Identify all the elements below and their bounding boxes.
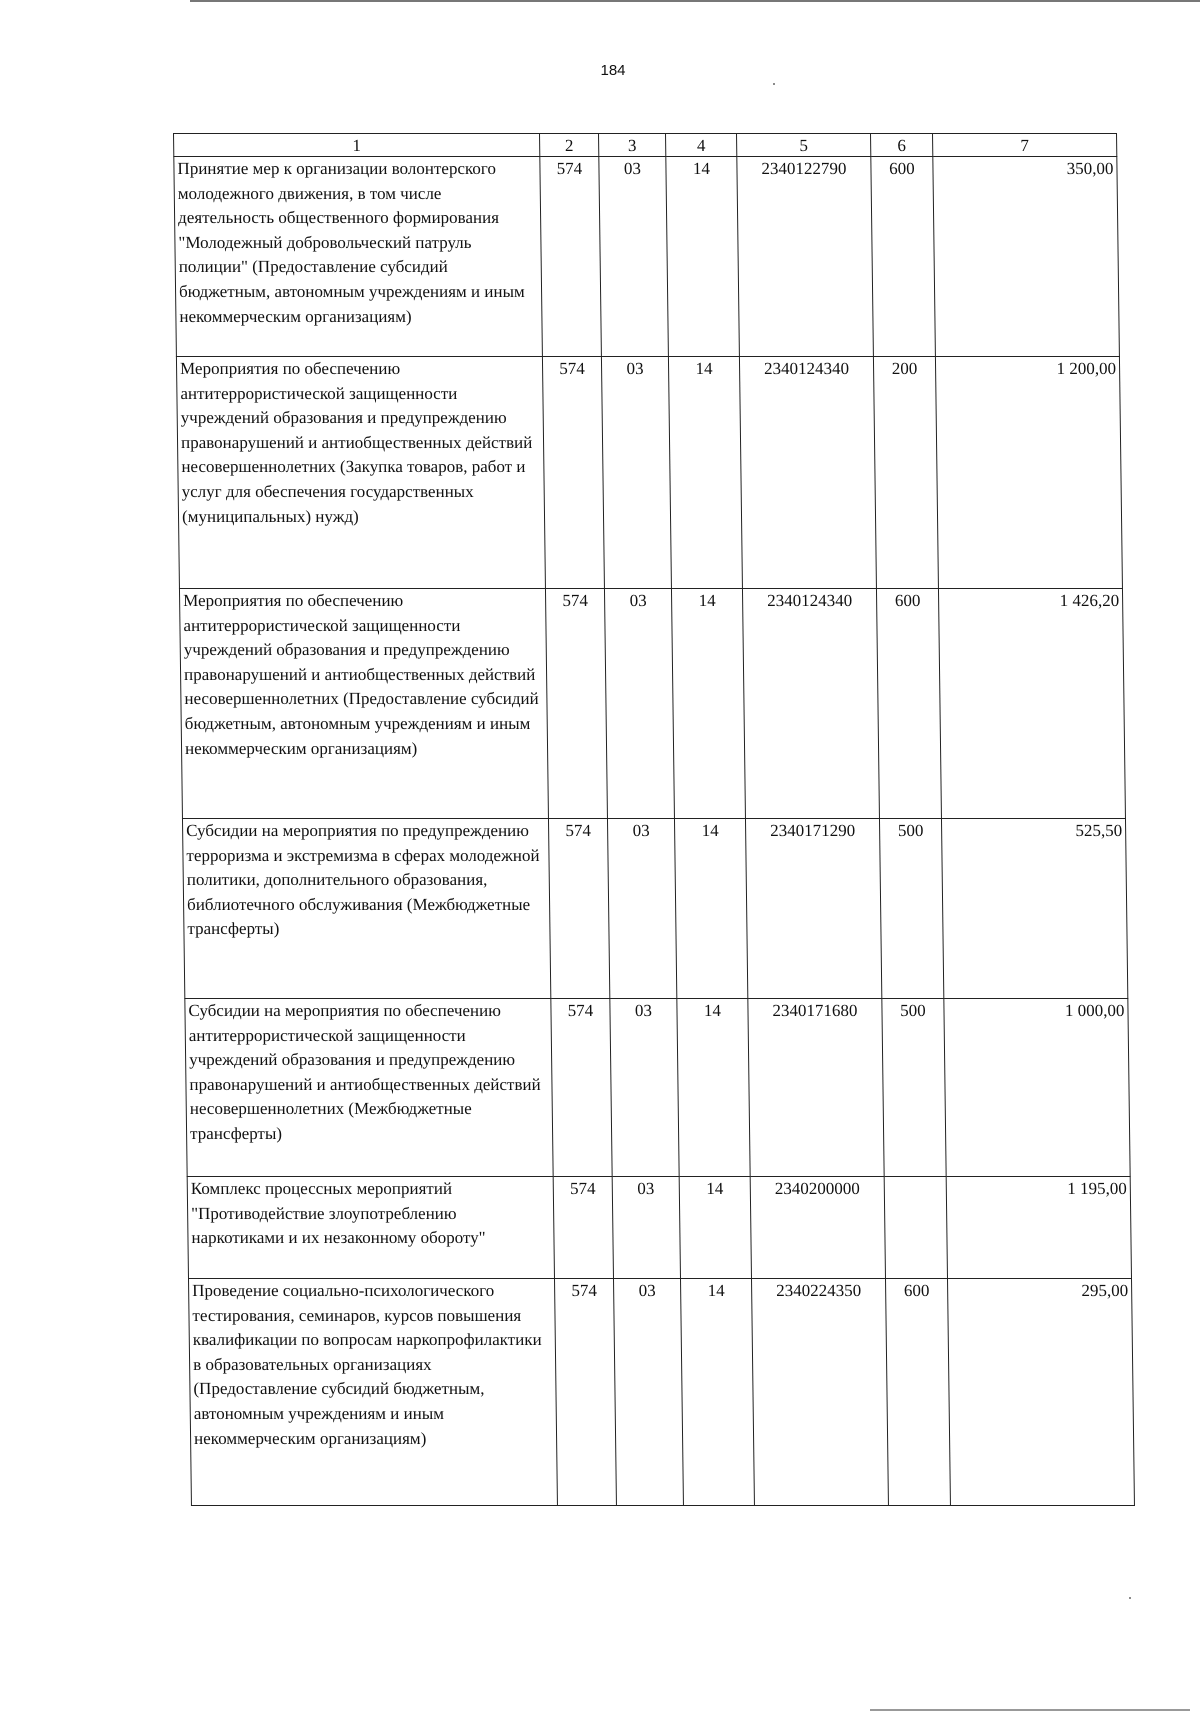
row-name-cell: Субсидии на мероприятия по предупреждению терроризма и экстремизма в сферах молодежной политики, дополнительного образования, библиотечного обслуживания (Межбюджетные трансферты) bbox=[182, 819, 550, 999]
row-amount-cell: 350,00 bbox=[933, 157, 1120, 357]
scan-speck bbox=[773, 83, 775, 85]
row-cell-2: 574 bbox=[540, 157, 602, 357]
row-cell-5: 2340124340 bbox=[739, 357, 876, 589]
row-cell-5: 2340200000 bbox=[750, 1177, 885, 1279]
row-cell-2: 574 bbox=[548, 819, 609, 999]
row-cell-6: 500 bbox=[882, 999, 946, 1177]
row-name-cell: Принятие мер к организации волонтерского молодежного движения, в том числе деятельность общественного формирования "Молодежный добровольческий патруль полиции" (Предоставление субсидий бюджетным, автономным учреждениям и иным некоммерческим организациям) bbox=[174, 157, 543, 357]
header-cell-1: 1 bbox=[174, 134, 540, 157]
row-cell-2: 574 bbox=[554, 1279, 616, 1506]
row-amount-cell: 1 426,20 bbox=[938, 589, 1125, 819]
row-cell-4: 14 bbox=[677, 999, 750, 1177]
header-cell-4: 4 bbox=[666, 134, 737, 157]
header-cell-5: 5 bbox=[737, 134, 871, 157]
row-name-cell: Мероприятия по обеспечению антитеррористической защищенности учреждений образования и предупреждению правонарушений и антиобщественных действий несовершеннолетних (Предоставление субсидий бюджетным, автономным учреждениям и иным некоммерческим организациям) bbox=[179, 589, 548, 819]
row-cell-6: 500 bbox=[879, 819, 943, 999]
row-cell-4: 14 bbox=[680, 1279, 754, 1506]
row-cell-6: 600 bbox=[871, 157, 936, 357]
row-cell-2: 574 bbox=[551, 999, 612, 1177]
row-amount-cell: 525,50 bbox=[941, 819, 1127, 999]
row-cell-3: 03 bbox=[612, 1177, 680, 1279]
row-cell-3: 03 bbox=[604, 589, 674, 819]
table-row bbox=[187, 1177, 1131, 1279]
top-edge-line bbox=[190, 0, 1200, 2]
row-cell-6: 600 bbox=[885, 1279, 950, 1506]
table-row bbox=[176, 357, 1122, 589]
row-name-cell: Субсидии на мероприятия по обеспечению антитеррористической защищенности учреждений образования и предупреждению правонарушений и антиобщественных действий несовершеннолетних (Межбюджетные трансферты) bbox=[185, 999, 553, 1177]
row-amount-cell: 1 200,00 bbox=[935, 357, 1122, 589]
scan-speck bbox=[1129, 1597, 1131, 1599]
table-row bbox=[179, 589, 1125, 819]
row-cell-3: 03 bbox=[599, 157, 669, 357]
table-row bbox=[174, 157, 1120, 357]
header-row bbox=[174, 134, 1117, 157]
row-name-cell: Мероприятия по обеспечению антитеррористической защищенности учреждений образования и предупреждению правонарушений и антиобщественных действий несовершеннолетних (Закупка товаров, работ и услуг для обеспечения государственных (муниципальных) нужд) bbox=[176, 357, 545, 589]
row-cell-3: 03 bbox=[613, 1279, 683, 1506]
row-cell-5: 2340171680 bbox=[748, 999, 884, 1177]
bottom-edge-line bbox=[870, 1709, 1190, 1711]
row-cell-4: 14 bbox=[668, 357, 742, 589]
row-cell-4: 14 bbox=[679, 1177, 751, 1279]
row-amount-cell: 1 000,00 bbox=[944, 999, 1130, 1177]
row-cell-3: 03 bbox=[610, 999, 679, 1177]
row-name-cell: Проведение социально-психологического тестирования, семинаров, курсов повышения квалификации по вопросам наркопрофилактики в образовательных организациях (Предоставление субсидий бюджетным, автономным учреждениям и иным некоммерческим организациям) bbox=[188, 1279, 557, 1506]
row-cell-5: 2340224350 bbox=[751, 1279, 888, 1506]
row-cell-5: 2340122790 bbox=[737, 157, 874, 357]
budget-table bbox=[173, 133, 1135, 1506]
row-cell-6: 600 bbox=[876, 589, 941, 819]
row-cell-3: 03 bbox=[607, 819, 676, 999]
row-cell-2: 574 bbox=[553, 1177, 613, 1279]
header-cell-3: 3 bbox=[599, 134, 666, 157]
row-cell-2: 574 bbox=[542, 357, 604, 589]
row-cell-5: 2340171290 bbox=[745, 819, 881, 999]
row-cell-3: 03 bbox=[601, 357, 671, 589]
page-number: 184 bbox=[600, 62, 626, 79]
row-cell-4: 14 bbox=[671, 589, 745, 819]
table-row bbox=[188, 1279, 1134, 1506]
table-row bbox=[182, 819, 1127, 999]
header-cell-7: 7 bbox=[933, 134, 1117, 157]
row-cell-4: 14 bbox=[674, 819, 747, 999]
header-cell-6: 6 bbox=[871, 134, 933, 157]
row-cell-6 bbox=[884, 1177, 947, 1279]
row-cell-5: 2340124340 bbox=[742, 589, 879, 819]
row-amount-cell: 1 195,00 bbox=[946, 1177, 1131, 1279]
table-row bbox=[185, 999, 1130, 1177]
row-name-cell: Комплекс процессных мероприятий "Противодействие злоупотреблению наркотиками и их незаконному обороту" bbox=[187, 1177, 554, 1279]
row-cell-2: 574 bbox=[545, 589, 607, 819]
row-cell-4: 14 bbox=[666, 157, 740, 357]
row-cell-6: 200 bbox=[873, 357, 938, 589]
row-amount-cell: 295,00 bbox=[947, 1279, 1134, 1506]
header-cell-2: 2 bbox=[540, 134, 599, 157]
